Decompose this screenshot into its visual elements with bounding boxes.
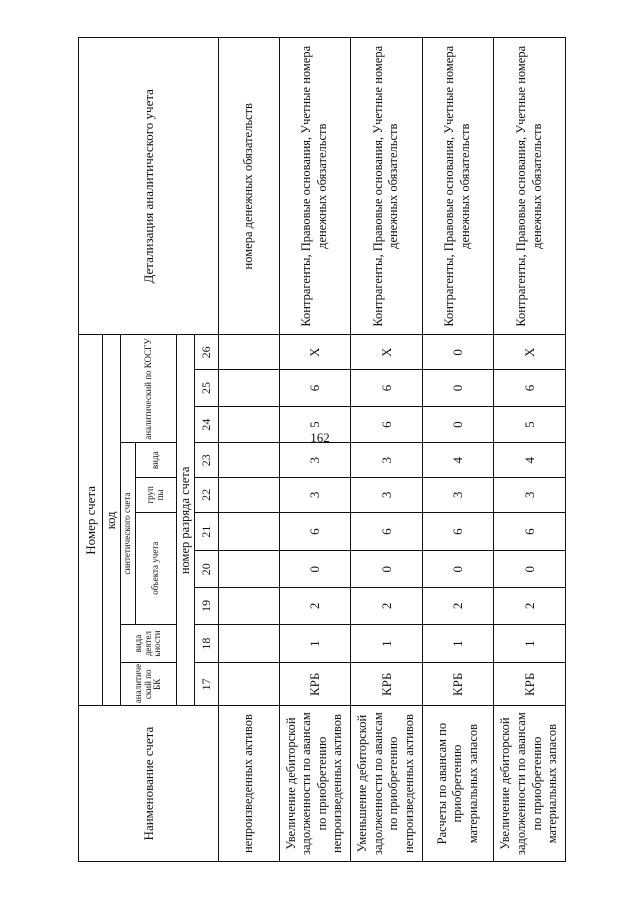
cell-20: 0: [351, 551, 423, 588]
cell-26: Х: [494, 335, 566, 370]
cell-23: 3: [351, 443, 423, 478]
cell-22: 3: [279, 478, 351, 513]
cell-25: 6: [351, 370, 423, 407]
cell-18: 1: [279, 624, 351, 663]
table-row: [422, 38, 494, 862]
account-name: непроизведенных активов: [219, 706, 279, 862]
cell-21: 6: [351, 512, 423, 551]
header-account-number: Номер счета: [79, 335, 103, 706]
cell-25: 6: [279, 370, 351, 407]
account-name: Увеличение дебиторской задолженности по авансам по приобретению непроизведенных активов: [279, 706, 351, 862]
cell-18: 1: [494, 624, 566, 663]
digit-17: 17: [194, 663, 218, 706]
cell-25: 0: [422, 370, 494, 407]
digit-21: 21: [194, 512, 218, 551]
digit-26: 26: [194, 335, 218, 370]
header-digit-number: номер разряда счета: [176, 335, 194, 706]
cell-26: Х: [279, 335, 351, 370]
digit-25: 25: [194, 370, 218, 407]
account-name: Уменьшение дебиторской задолженности по авансам по приобретению непроизведенных активов: [351, 706, 423, 862]
cell-18: 1: [422, 624, 494, 663]
digit-18: 18: [194, 624, 218, 663]
cell-22: 3: [351, 478, 423, 513]
cell-20: 0: [422, 551, 494, 588]
accounts-table: [78, 37, 566, 862]
cell-19: 2: [494, 588, 566, 625]
cell-25: 6: [494, 370, 566, 407]
cell-17: КРБ: [279, 663, 351, 706]
cell-23: 4: [422, 443, 494, 478]
digit-20: 20: [194, 551, 218, 588]
account-detail: Контрагенты, Правовые основания, Учетные номера денежных обязательств: [422, 38, 494, 336]
cell-22: 3: [422, 478, 494, 513]
cell-26: 0: [422, 335, 494, 370]
header-object: объекта учета: [136, 512, 176, 624]
header-analytic-kosgu: аналитический по КОСГУ: [121, 335, 176, 443]
cell-22: 3: [494, 478, 566, 513]
cell-18: [219, 624, 279, 663]
cell-20: 0: [279, 551, 351, 588]
cell-21: 6: [422, 512, 494, 551]
cell-22: [219, 478, 279, 513]
page-number: 162: [310, 430, 330, 445]
header-vida: вида: [136, 443, 176, 478]
table-row: [219, 38, 279, 862]
cell-23: 4: [494, 443, 566, 478]
account-name: Увеличение дебиторской задолженности по авансам по приобретению материальных запасов: [494, 706, 566, 862]
cell-20: [219, 551, 279, 588]
cell-24: 0: [422, 406, 494, 443]
rotated-table-wrapper: [78, 37, 566, 862]
header-account-name: Наименование счета: [79, 706, 219, 862]
header-synthetic: синтетического счета: [121, 443, 136, 624]
cell-23: 3: [279, 443, 351, 478]
header-activity-type: вида деятел ьности: [121, 624, 176, 663]
cell-17: КРБ: [351, 663, 423, 706]
header-analytic-bk: аналитиче ский по БК: [121, 663, 176, 706]
cell-23: [219, 443, 279, 478]
header-kod: код: [103, 335, 121, 706]
account-detail: Контрагенты, Правовые основания, Учетные номера денежных обязательств: [279, 38, 351, 336]
cell-20: 0: [494, 551, 566, 588]
account-detail: Контрагенты, Правовые основания, Учетные номера денежных обязательств: [351, 38, 423, 336]
cell-17: КРБ: [422, 663, 494, 706]
cell-21: [219, 512, 279, 551]
cell-19: 2: [351, 588, 423, 625]
cell-24: 5: [279, 406, 351, 443]
cell-24: 5: [494, 406, 566, 443]
cell-25: [219, 370, 279, 407]
cell-21: 6: [494, 512, 566, 551]
account-detail: Контрагенты, Правовые основания, Учетные номера денежных обязательств: [494, 38, 566, 336]
cell-17: [219, 663, 279, 706]
cell-26: [219, 335, 279, 370]
account-detail: номера денежных обязательств: [219, 38, 279, 336]
header-detail: Детализация аналитического учета: [79, 38, 219, 336]
digit-22: 22: [194, 478, 218, 513]
digit-24: 24: [194, 406, 218, 443]
cell-26: Х: [351, 335, 423, 370]
account-name: Расчеты по авансам по приобретению материальных запасов: [422, 706, 494, 862]
table-row: [494, 38, 566, 862]
cell-21: 6: [279, 512, 351, 551]
table-row: [279, 38, 351, 862]
cell-19: [219, 588, 279, 625]
digit-23: 23: [194, 443, 218, 478]
cell-18: 1: [351, 624, 423, 663]
table-row: [351, 38, 423, 862]
cell-24: [219, 406, 279, 443]
digit-19: 19: [194, 588, 218, 625]
cell-19: 2: [422, 588, 494, 625]
cell-24: 6: [351, 406, 423, 443]
header-group: груп пы: [136, 478, 176, 513]
cell-17: КРБ: [494, 663, 566, 706]
cell-19: 2: [279, 588, 351, 625]
